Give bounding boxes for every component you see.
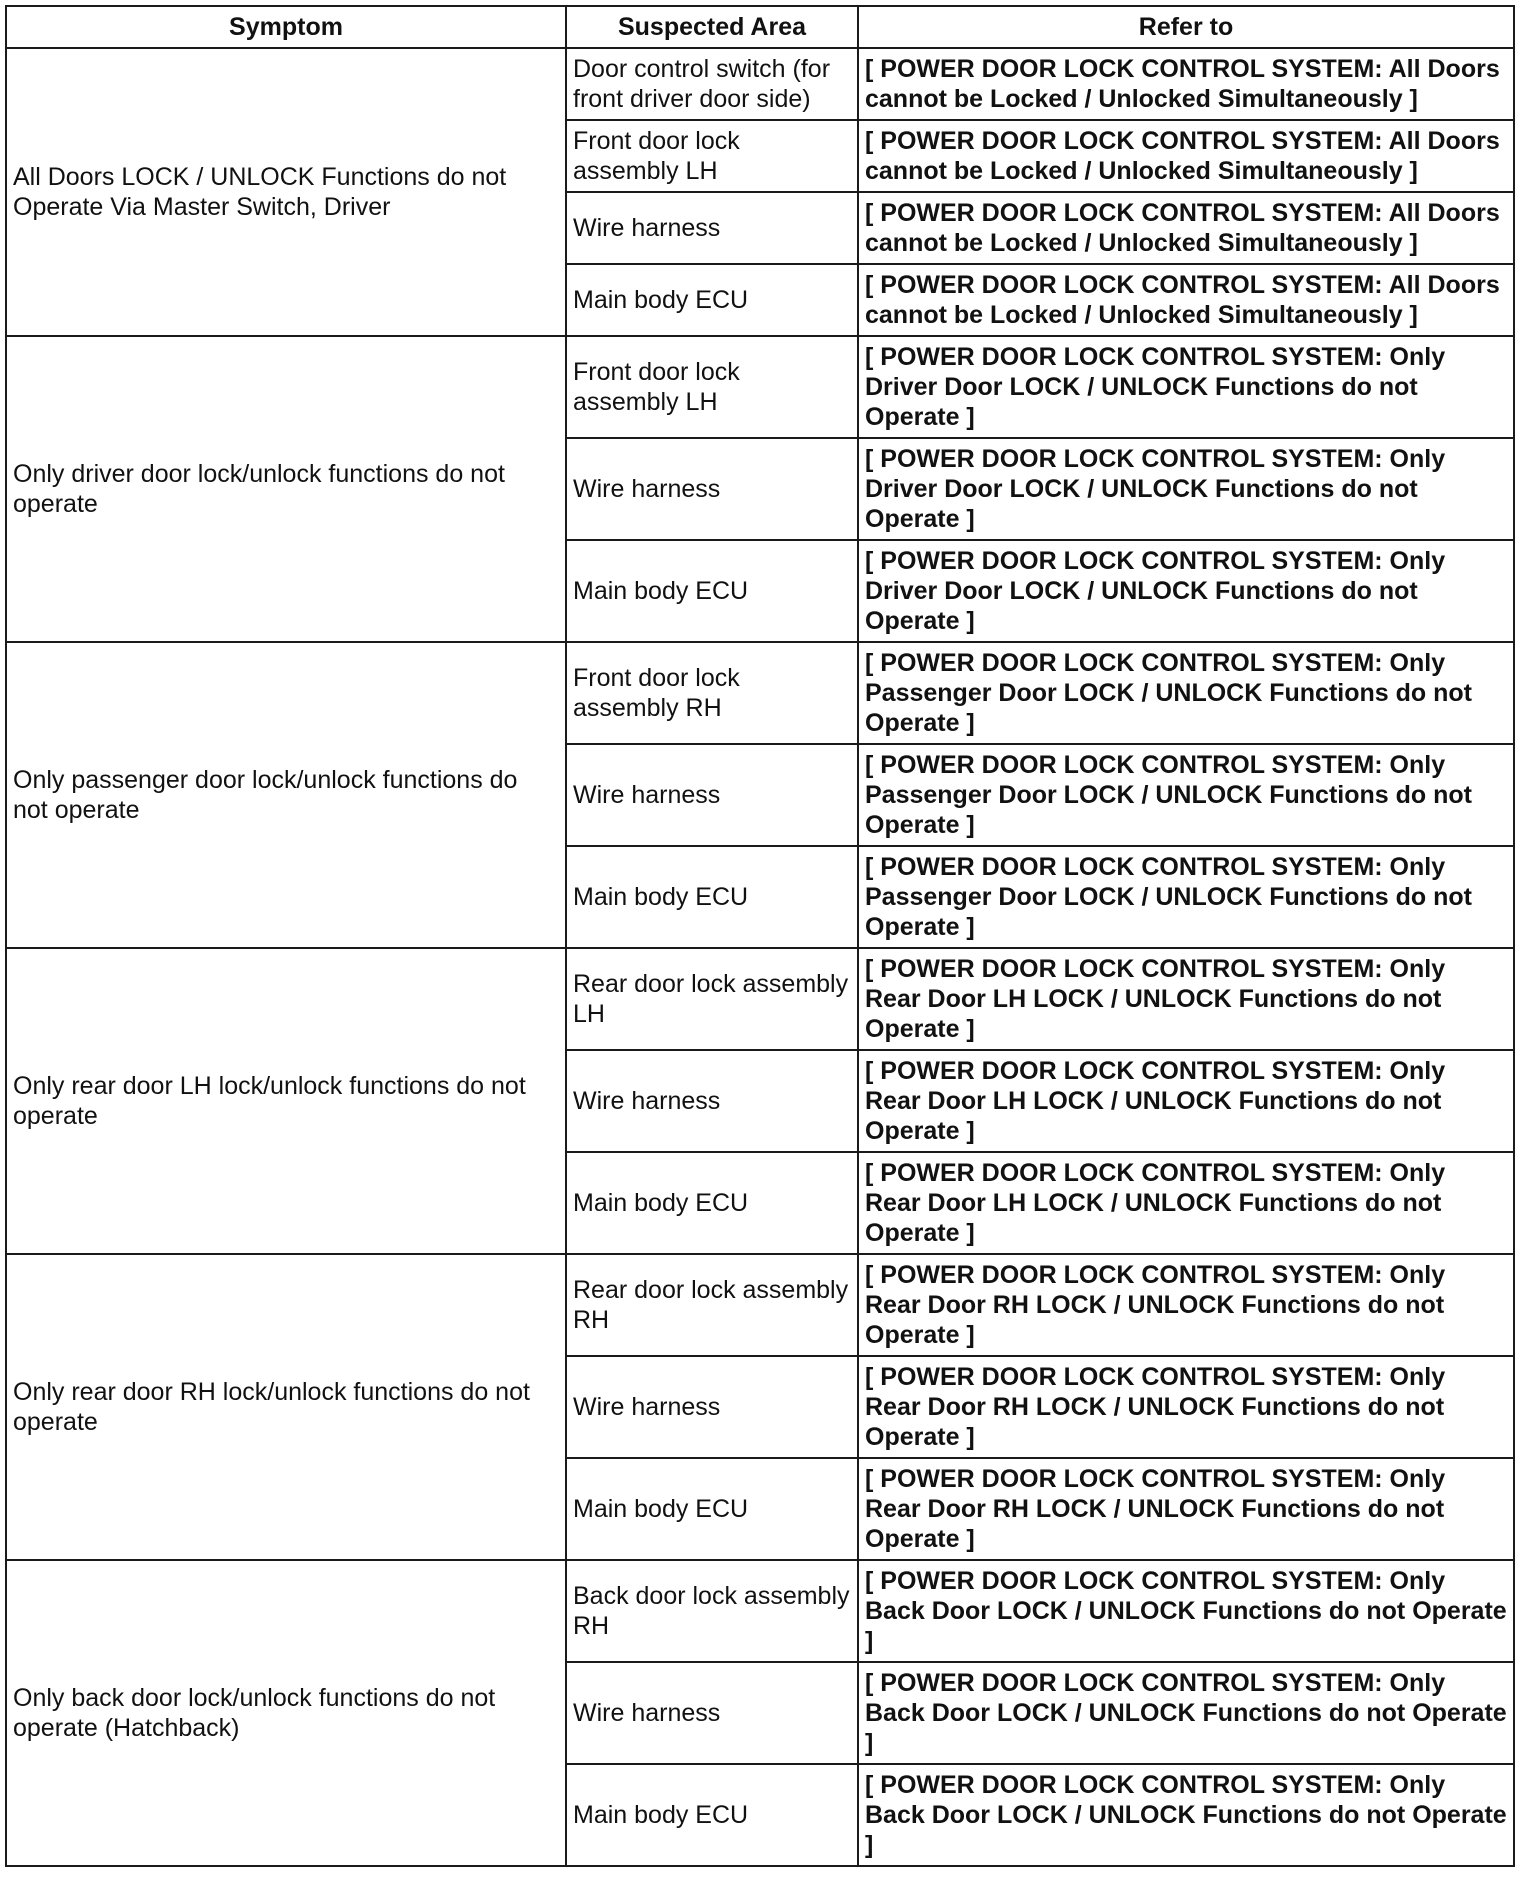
table-row [6,642,1514,744]
suspected-area-cell: Front door lock assembly LH [566,336,858,438]
refer-to-link[interactable]: [ POWER DOOR LOCK CONTROL SYSTEM: Only Passenger Door LOCK / UNLOCK Functions do not Operate ] [858,846,1514,948]
table-row [6,48,1514,120]
refer-to-link[interactable]: [ POWER DOOR LOCK CONTROL SYSTEM: All Doors cannot be Locked / Unlocked Simultaneously ] [858,120,1514,192]
table-row [6,1254,1514,1356]
suspected-area-cell: Wire harness [566,744,858,846]
document-page [5,5,1513,1867]
refer-to-link[interactable]: [ POWER DOOR LOCK CONTROL SYSTEM: Only Driver Door LOCK / UNLOCK Functions do not Operate ] [858,438,1514,540]
refer-to-link[interactable]: [ POWER DOOR LOCK CONTROL SYSTEM: Only Back Door LOCK / UNLOCK Functions do not Operate ] [858,1662,1514,1764]
refer-to-link[interactable]: [ POWER DOOR LOCK CONTROL SYSTEM: Only Rear Door RH LOCK / UNLOCK Functions do not Operate ] [858,1356,1514,1458]
symptom-cell: All Doors LOCK / UNLOCK Functions do not Operate Via Master Switch, Driver [6,48,566,336]
table-row [6,948,1514,1050]
suspected-area-cell: Wire harness [566,1662,858,1764]
symptom-cell: Only passenger door lock/unlock functions do not operate [6,642,566,948]
refer-to-link[interactable]: [ POWER DOOR LOCK CONTROL SYSTEM: Only Passenger Door LOCK / UNLOCK Functions do not Operate ] [858,744,1514,846]
refer-to-link[interactable]: [ POWER DOOR LOCK CONTROL SYSTEM: Only Rear Door LH LOCK / UNLOCK Functions do not Operate ] [858,1050,1514,1152]
header-suspected-area: Suspected Area [566,6,858,48]
suspected-area-cell: Wire harness [566,1050,858,1152]
symptom-cell: Only rear door RH lock/unlock functions do not operate [6,1254,566,1560]
suspected-area-cell: Wire harness [566,1356,858,1458]
refer-to-link[interactable]: [ POWER DOOR LOCK CONTROL SYSTEM: Only Rear Door RH LOCK / UNLOCK Functions do not Operate ] [858,1458,1514,1560]
refer-to-link[interactable]: [ POWER DOOR LOCK CONTROL SYSTEM: Only Rear Door RH LOCK / UNLOCK Functions do not Operate ] [858,1254,1514,1356]
suspected-area-cell: Door control switch (for front driver door side) [566,48,858,120]
suspected-area-cell: Main body ECU [566,264,858,336]
header-refer-to: Refer to [858,6,1514,48]
refer-to-link[interactable]: [ POWER DOOR LOCK CONTROL SYSTEM: All Doors cannot be Locked / Unlocked Simultaneously ] [858,264,1514,336]
refer-to-link[interactable]: [ POWER DOOR LOCK CONTROL SYSTEM: Only Driver Door LOCK / UNLOCK Functions do not Operate ] [858,336,1514,438]
suspected-area-cell: Front door lock assembly LH [566,120,858,192]
suspected-area-cell: Main body ECU [566,1152,858,1254]
suspected-area-cell: Back door lock assembly RH [566,1560,858,1662]
table-header-row [6,6,1514,48]
header-symptom: Symptom [6,6,566,48]
table-row [6,336,1514,438]
suspected-area-cell: Main body ECU [566,540,858,642]
refer-to-link[interactable]: [ POWER DOOR LOCK CONTROL SYSTEM: Only Back Door LOCK / UNLOCK Functions do not Operate ] [858,1560,1514,1662]
refer-to-link[interactable]: [ POWER DOOR LOCK CONTROL SYSTEM: Only Rear Door LH LOCK / UNLOCK Functions do not Operate ] [858,948,1514,1050]
trouble-symptom-table [5,5,1515,1867]
symptom-cell: Only rear door LH lock/unlock functions do not operate [6,948,566,1254]
refer-to-link[interactable]: [ POWER DOOR LOCK CONTROL SYSTEM: All Doors cannot be Locked / Unlocked Simultaneously ] [858,192,1514,264]
suspected-area-cell: Rear door lock assembly LH [566,948,858,1050]
symptom-cell: Only driver door lock/unlock functions do not operate [6,336,566,642]
suspected-area-cell: Wire harness [566,438,858,540]
suspected-area-cell: Main body ECU [566,1764,858,1866]
refer-to-link[interactable]: [ POWER DOOR LOCK CONTROL SYSTEM: Only Passenger Door LOCK / UNLOCK Functions do not Operate ] [858,642,1514,744]
suspected-area-cell: Wire harness [566,192,858,264]
table-row [6,1560,1514,1662]
suspected-area-cell: Front door lock assembly RH [566,642,858,744]
suspected-area-cell: Rear door lock assembly RH [566,1254,858,1356]
refer-to-link[interactable]: [ POWER DOOR LOCK CONTROL SYSTEM: Only Driver Door LOCK / UNLOCK Functions do not Operate ] [858,540,1514,642]
refer-to-link[interactable]: [ POWER DOOR LOCK CONTROL SYSTEM: Only Rear Door LH LOCK / UNLOCK Functions do not Operate ] [858,1152,1514,1254]
suspected-area-cell: Main body ECU [566,846,858,948]
refer-to-link[interactable]: [ POWER DOOR LOCK CONTROL SYSTEM: Only Back Door LOCK / UNLOCK Functions do not Operate ] [858,1764,1514,1866]
suspected-area-cell: Main body ECU [566,1458,858,1560]
symptom-cell: Only back door lock/unlock functions do not operate (Hatchback) [6,1560,566,1866]
refer-to-link[interactable]: [ POWER DOOR LOCK CONTROL SYSTEM: All Doors cannot be Locked / Unlocked Simultaneously ] [858,48,1514,120]
